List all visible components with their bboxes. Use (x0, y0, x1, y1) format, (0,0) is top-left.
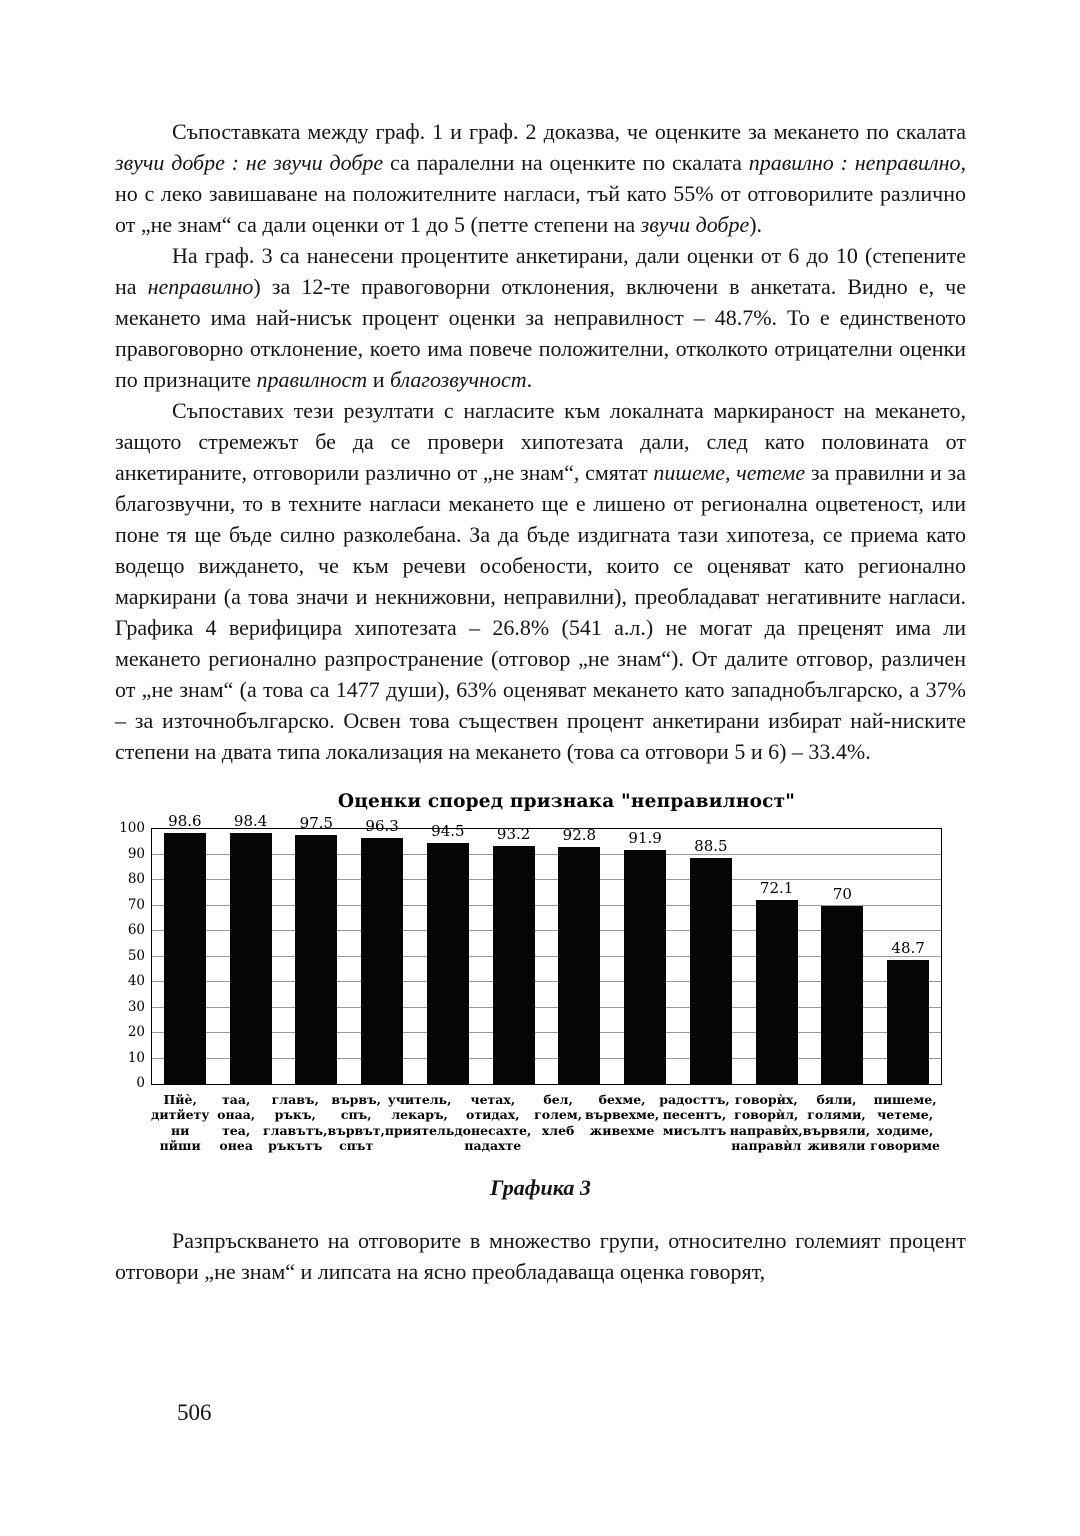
bar-value-label: 91.9 (628, 828, 662, 847)
bar (493, 846, 535, 1084)
x-axis-label-line: донесахте, (454, 1122, 532, 1138)
italic-run: пишеме, четеме (653, 460, 806, 485)
x-axis-category-label (209, 1092, 263, 1153)
bar-value-label: 92.8 (562, 826, 597, 845)
x-axis-label-line: говорѝл, (734, 1107, 799, 1123)
x-axis-label-line: бехме, (598, 1092, 646, 1107)
y-axis-tick-label: 0 (136, 1075, 145, 1091)
x-axis-label-line: говориме (870, 1137, 940, 1153)
x-axis-category-label (585, 1092, 659, 1153)
x-axis-label-line: четеме, (877, 1107, 934, 1123)
text-run: за правилни и за благозвучни, то в техните нагласи мекането ще е лишено от регионална оцветеност, или поне тя ще бъде силно разколебана. За да бъде издигната тази хипотеза, се приема като водещо виждането, че към речеви особености, които се оценяват като регионално маркирани (а това значи и некнижовни, неправилни), преобладават негативните нагласи. Графика 4 верифицира хипотезата – 26.8% (541 а.л.) не могат да преценят има ли мекането регионално разпространение (отговор „не знам“). От далите отговор, различен от „не знам“ (а това са 1477 души), 63% оценяват мекането като западнобългарско, а 37% – за източнобългарско. Освен това съществен процент анкетирани избират най-ниските степени на двата типа локализация на мекането (това са отговори 5 и 6) – 33.4%. (115, 460, 966, 764)
italic-run: благозвучност (389, 367, 527, 392)
bar-value-label: 70 (832, 884, 852, 903)
bar (887, 960, 929, 1084)
x-axis-label-line: вървът, (327, 1122, 385, 1138)
x-axis-label-line: Пйè, (163, 1092, 197, 1107)
x-axis-label-line: спът (339, 1137, 374, 1153)
y-axis-tick-label: 90 (127, 845, 145, 862)
x-axis-category-label (454, 1092, 531, 1153)
text-run: са паралелни на оценките по скалата (383, 150, 749, 175)
x-axis-label-line: вървъ, спъ, (331, 1092, 382, 1123)
x-axis-label-line: учитель, (387, 1092, 452, 1107)
y-axis-tick-label: 60 (127, 922, 145, 938)
y-axis-tick-label: 100 (119, 820, 145, 836)
bar-value-label: 98.6 (168, 811, 202, 830)
y-axis-tick-label: 80 (127, 871, 145, 887)
x-axis-label-line: живехме (589, 1122, 655, 1138)
paragraph-comparison (115, 116, 966, 240)
y-axis-tick-label: 70 (127, 896, 145, 913)
x-axis-label-line: главъ, ръкъ, (271, 1092, 319, 1123)
chart-plot-area (151, 811, 942, 1085)
paragraph-graf3 (115, 240, 966, 395)
bar (558, 847, 600, 1084)
text-run: На граф. 3 са нанесени процентите анкетирани, дали оценки от 6 до 10 (степените на (115, 243, 966, 299)
bar (361, 838, 403, 1084)
x-axis-label-line: приятель (384, 1122, 455, 1138)
x-axis-label-line: бяли, (816, 1092, 857, 1107)
x-axis-label-line: главътъ, (262, 1122, 328, 1138)
x-axis-label-line: направѝх, (729, 1122, 803, 1138)
x-axis-label-line: пйши (159, 1137, 201, 1153)
bar (230, 833, 272, 1084)
text-run: ) за 12-те правоговорни отклонения, включени в анкетата. Видно е, че мекането има най-нисък процент оценки за неправилност – 48.7%. То е единственото правоговорно отклонение, което има повече положителни, отколкото отрицателни оценки по признаците (115, 274, 966, 392)
chart-grafika-3 (119, 791, 974, 1157)
x-axis-label-line: пишеме, (873, 1092, 937, 1107)
bar (164, 833, 206, 1084)
x-axis-label-line: ходиме, (876, 1122, 934, 1138)
y-axis-tick-label: 50 (127, 947, 145, 964)
text-run: Съпоставих тези резултати с нагласите към локалната маркираност на мекането, защото стремежът бе да се провери хипотезата дали, след като половината от анкетираните, отговорили различно от „не знам“, смятат (115, 398, 966, 485)
x-axis-label-line: хлеб (541, 1122, 575, 1138)
page-content (115, 116, 966, 1287)
bar (821, 906, 863, 1085)
x-axis-label-line: отидах, (466, 1107, 520, 1123)
chart-y-axis (119, 820, 147, 1091)
italic-run: звучи добре : не звучи добре (115, 150, 384, 175)
chart-title: Оценки според признака "неправилност" (337, 791, 796, 812)
x-axis-category-label (263, 1092, 328, 1153)
text-run: . (526, 367, 533, 392)
chart-x-axis (151, 1092, 940, 1153)
x-axis-label-line: четах, (470, 1092, 516, 1107)
x-axis-label-line: живяли (807, 1137, 866, 1153)
text-run: ). (749, 212, 763, 237)
text-run: , но с леко завишаване на положителните нагласи, тъй като 55% от отговорилите различно от „не знам“ са дали оценки от 1 до 5 (петте степени на (115, 150, 966, 237)
text-run: и (367, 367, 390, 392)
bar-value-label: 97.5 (299, 814, 334, 833)
x-axis-label-line: говорѝх, (734, 1092, 798, 1107)
bar (295, 835, 337, 1084)
x-axis-label-line: голями, (807, 1107, 866, 1123)
x-axis-category-label (659, 1092, 730, 1153)
x-axis-label-line: лекаръ, (391, 1107, 448, 1123)
bar-value-label: 98.4 (233, 812, 268, 831)
x-axis-label-line: вървяли, (802, 1122, 871, 1138)
text-run: Съпоставката между граф. 1 и граф. 2 доказва, че оценките за мекането по скалата (172, 119, 966, 144)
x-axis-label-line: ръкътъ (268, 1137, 323, 1153)
bar (690, 858, 732, 1084)
bar-value-label: 72.1 (759, 879, 794, 898)
paragraph-hypothesis (115, 395, 966, 767)
x-axis-label-line: таа, онаа, (217, 1092, 256, 1123)
x-axis-category-label (730, 1092, 803, 1153)
italic-run: звучи добре (640, 212, 750, 237)
bar (624, 850, 666, 1084)
x-axis-category-label (328, 1092, 385, 1153)
chart-caption: Графика 3 (490, 1175, 591, 1200)
bar-value-label: 94.5 (431, 822, 465, 841)
bar-value-label: 88.5 (694, 837, 728, 856)
x-axis-label-line: бел, голем, (534, 1092, 583, 1123)
bar (756, 900, 798, 1084)
x-axis-label-line: падахте (464, 1137, 522, 1153)
bar-value-label: 48.7 (891, 938, 925, 957)
y-axis-tick-label: 30 (127, 998, 145, 1015)
x-axis-category-label (870, 1092, 940, 1153)
x-axis-category-label (531, 1092, 585, 1153)
bar (427, 843, 469, 1084)
x-axis-label-line: песентъ, (662, 1107, 727, 1123)
y-axis-tick-label: 20 (127, 1024, 145, 1040)
bar-value-label: 96.3 (365, 817, 399, 836)
x-axis-label-line: радосттъ, (659, 1092, 730, 1107)
x-axis-category-label (151, 1092, 209, 1153)
paragraph-dispersion (115, 1225, 966, 1287)
x-axis-label-line: дитйету ни (151, 1107, 210, 1138)
italic-run: неправилно (147, 274, 254, 299)
x-axis-label-line: мисълтъ (662, 1122, 727, 1138)
text-run: Разпръскването на отговорите в множество групи, относително големият процент отговори „не знам“ и липсата на ясно преобладаваща оценка говорят, (115, 1228, 966, 1284)
x-axis-label-line: теа, онеа (219, 1122, 253, 1153)
x-axis-category-label (385, 1092, 454, 1153)
page-number: 506 (177, 1400, 212, 1425)
italic-run: правилно : неправилно (748, 150, 961, 175)
italic-run: правилност (256, 367, 368, 392)
bar-value-label: 93.2 (496, 825, 531, 844)
x-axis-label-line: направѝл (731, 1137, 802, 1153)
y-axis-tick-label: 40 (127, 973, 145, 989)
x-axis-category-label (803, 1092, 870, 1153)
x-axis-label-line: вървехме, (584, 1107, 660, 1123)
y-axis-tick-label: 10 (127, 1049, 145, 1066)
